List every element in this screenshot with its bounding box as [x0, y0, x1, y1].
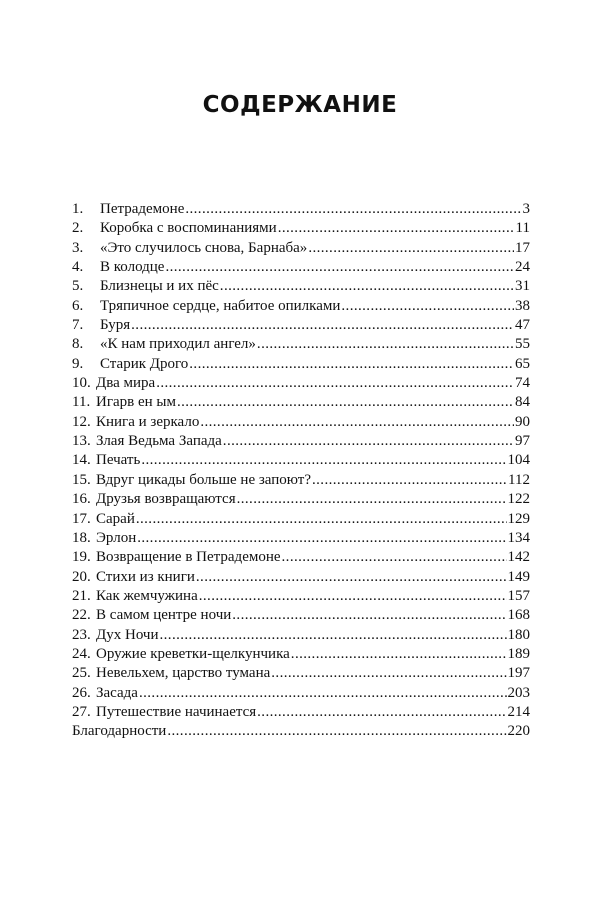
toc-dot-leader — [165, 258, 514, 277]
toc-dot-leader — [308, 239, 514, 258]
toc-entry — [72, 703, 530, 722]
toc-entry-page: 122 — [507, 491, 530, 508]
toc-entry-number: 19. — [72, 549, 91, 566]
toc-entry-title: Благодарности — [72, 723, 167, 740]
toc-entry — [72, 297, 530, 316]
toc-entry-number: 11. — [72, 394, 91, 411]
toc-entry-number: 22. — [72, 607, 91, 624]
toc-entry — [72, 335, 530, 354]
toc-entry-title: Оружие креветки-щелкунчика — [96, 645, 290, 662]
toc-entry — [72, 277, 530, 296]
toc-entry-page: 197 — [507, 665, 530, 682]
page-title: СОДЕРЖАНИЕ — [202, 92, 398, 118]
toc-entry — [72, 355, 530, 374]
toc-entry-title: Путешествие начинается — [96, 703, 257, 720]
toc-entry-title: Петрадемоне — [100, 201, 185, 217]
toc-dot-leader — [200, 413, 514, 432]
toc-entry — [72, 451, 530, 470]
toc-entry — [72, 606, 530, 625]
toc-entry-number: 20. — [72, 568, 91, 585]
toc-entry-page: 11 — [515, 220, 530, 237]
toc-entry — [72, 374, 530, 393]
toc-entry-number: 14. — [72, 452, 91, 469]
toc-dot-leader — [312, 471, 507, 490]
toc-dot-leader — [257, 335, 514, 354]
toc-dot-leader — [137, 529, 506, 548]
toc-dot-leader — [156, 374, 514, 393]
toc-entry-title: Невельхем, царство тумана — [96, 665, 271, 682]
toc-dot-leader — [189, 355, 514, 374]
toc-entry — [72, 568, 530, 587]
toc-entry-number: 26. — [72, 684, 91, 701]
toc-entry-page: 168 — [507, 607, 530, 624]
toc-entry-page: 38 — [515, 297, 530, 314]
toc-entry-page: 157 — [507, 587, 530, 604]
toc-entry-number: 7. — [72, 317, 84, 334]
toc-entry-number: 8. — [72, 336, 84, 353]
toc-entry-page: 55 — [515, 336, 530, 353]
toc-entry-title: Книга и зеркало — [96, 413, 200, 430]
toc-dot-leader — [278, 219, 515, 238]
toc-entry-title: Возвращение в Петрадемоне — [96, 549, 281, 566]
toc-dot-leader — [232, 606, 506, 625]
toc-entry-title: «К нам приходил ангел» — [100, 336, 256, 353]
toc-entry-page: 74 — [515, 375, 530, 392]
toc-entry-title: Тряпичное сердце, набитое опилками — [100, 297, 341, 314]
toc-entry-page: 31 — [515, 278, 530, 295]
toc-entry — [72, 626, 530, 645]
toc-entry-number: 9. — [72, 355, 84, 372]
toc-dot-leader — [199, 587, 507, 606]
toc-entry-title: Эрлон — [96, 529, 137, 546]
toc-entry-title: Вдруг цикады больше не запоют? — [96, 471, 311, 488]
toc-dot-leader — [141, 451, 506, 470]
toc-entry-title: Печать — [96, 452, 141, 469]
toc-entry-title: «Это случилось снова, Барнаба» — [100, 239, 308, 256]
toc-entry-number: 18. — [72, 529, 91, 546]
toc-entry — [72, 490, 530, 509]
toc-entry — [72, 258, 530, 277]
toc-entry — [72, 316, 530, 335]
toc-entry-page: 142 — [507, 549, 530, 566]
toc-entry-title: Засада — [96, 684, 138, 701]
toc-entry — [72, 645, 530, 664]
toc-entry-page: 129 — [507, 510, 530, 527]
toc-entry-page: 3 — [522, 201, 530, 217]
toc-entry-page: 149 — [507, 568, 530, 585]
toc-dot-leader — [160, 626, 507, 645]
toc-entry — [72, 587, 530, 606]
toc-entry — [72, 219, 530, 238]
toc-dot-leader — [139, 684, 507, 703]
toc-entry-number: 27. — [72, 703, 91, 720]
toc-entry-page: 180 — [507, 626, 530, 643]
toc-dot-leader — [177, 393, 514, 412]
toc-dot-leader — [185, 200, 521, 219]
toc-entry-page: 220 — [507, 723, 530, 740]
toc-entry-page: 84 — [515, 394, 530, 411]
toc-dot-leader — [282, 548, 507, 567]
toc-dot-leader — [223, 432, 514, 451]
toc-entry-page: 90 — [515, 413, 530, 430]
toc-entry-title: Буря — [100, 317, 131, 334]
toc-entry-number: 13. — [72, 433, 91, 450]
toc-entry-page: 47 — [515, 317, 530, 334]
toc-entry-title: Коробка с воспоминаниями — [100, 220, 277, 237]
toc-entry-title: Дух Ночи — [96, 626, 159, 643]
toc-entry-title: Сарай — [96, 510, 135, 527]
toc-dot-leader — [196, 568, 507, 587]
toc-dot-leader — [136, 510, 507, 529]
toc-entry-title: Как жемчужина — [96, 587, 198, 604]
toc-entry-number: 10. — [72, 375, 91, 392]
toc-dot-leader — [257, 703, 506, 722]
toc-entry-number: 15. — [72, 471, 91, 488]
toc-entry-title: Близнецы и их пёс — [100, 278, 219, 295]
toc-entry-number: 25. — [72, 665, 91, 682]
toc-entry-title: Два мира — [96, 375, 156, 392]
toc-entry-title: Старик Дрого — [100, 355, 189, 372]
toc-dot-leader — [167, 722, 506, 741]
toc-entry — [72, 471, 530, 490]
toc-dot-leader — [131, 316, 514, 335]
toc-entry — [72, 664, 530, 683]
toc-entry — [72, 393, 530, 412]
toc-dot-leader — [291, 645, 507, 664]
toc-entry-number: 6. — [72, 297, 84, 314]
toc-entry-page: 189 — [507, 645, 530, 662]
toc-entry-number: 3. — [72, 239, 84, 256]
toc-entry-number: 17. — [72, 510, 91, 527]
toc-entry — [72, 239, 530, 258]
toc-entry-number: 23. — [72, 626, 91, 643]
toc-entry-title: В самом центре ночи — [96, 607, 232, 624]
table-of-contents — [72, 200, 530, 742]
toc-entry-number: 21. — [72, 587, 91, 604]
toc-entry-number: 2. — [72, 220, 84, 237]
toc-entry — [72, 413, 530, 432]
toc-dot-leader — [220, 277, 514, 296]
toc-entry-page: 214 — [507, 703, 530, 720]
toc-entry-page: 134 — [507, 529, 530, 546]
toc-entry-title: Друзья возвращаются — [96, 491, 236, 508]
toc-entry-title: Злая Ведьма Запада — [96, 433, 222, 450]
toc-entry-number: 16. — [72, 491, 91, 508]
toc-entry-page: 104 — [507, 452, 530, 469]
toc-entry-number: 5. — [72, 278, 84, 295]
toc-entry-page: 97 — [515, 433, 530, 450]
toc-entry-title: Стихи из книги — [96, 568, 195, 585]
toc-entry — [72, 684, 530, 703]
toc-entry-page: 17 — [515, 239, 530, 256]
toc-entry — [72, 432, 530, 451]
toc-entry — [72, 200, 530, 219]
toc-entry-number: 1. — [72, 201, 84, 217]
toc-entry-page: 203 — [507, 684, 530, 701]
toc-entry-number: 24. — [72, 645, 91, 662]
toc-entry-page: 112 — [508, 471, 530, 488]
toc-entry-title: В колодце — [100, 259, 165, 276]
toc-entry-number: 12. — [72, 413, 91, 430]
toc-entry-title: Игарв ен ым — [96, 394, 176, 411]
toc-dot-leader — [271, 664, 506, 683]
toc-dot-leader — [237, 490, 507, 509]
toc-entry-page: 24 — [515, 259, 530, 276]
toc-dot-leader — [341, 297, 514, 316]
toc-entry — [72, 722, 530, 741]
toc-entry — [72, 510, 530, 529]
toc-entry — [72, 548, 530, 567]
toc-entry — [72, 529, 530, 548]
toc-entry-page: 65 — [515, 355, 530, 372]
toc-entry-number: 4. — [72, 259, 84, 276]
